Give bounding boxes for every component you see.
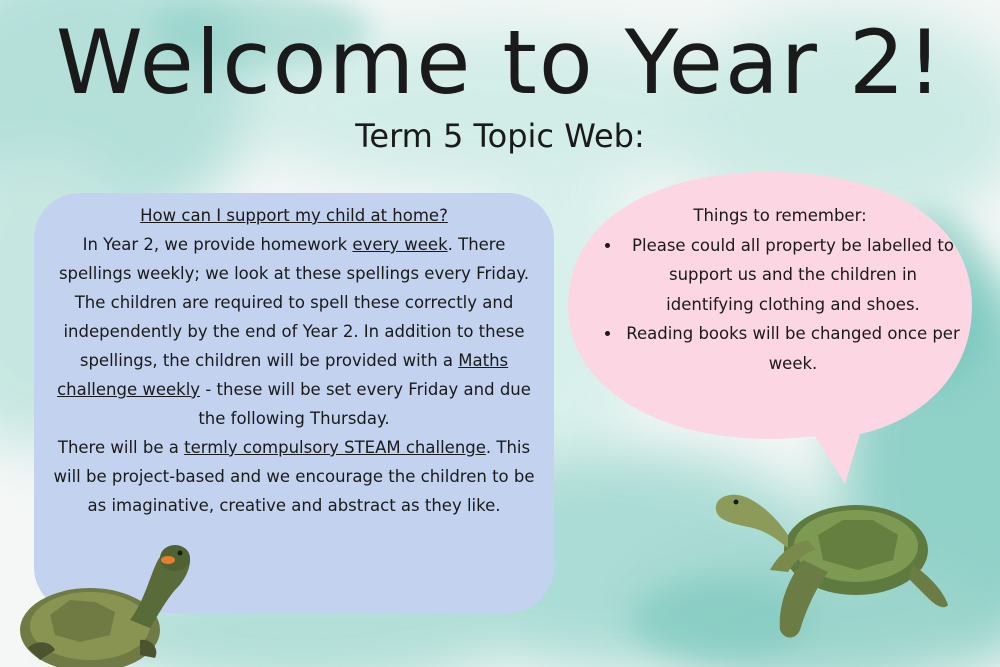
support-card-heading: How can I support my child at home? [140,206,448,225]
page-subtitle: Term 5 Topic Web: [355,117,645,155]
support-text-2: . There spellings weekly; we look at these spellings every Friday. The children are required to spell these correctly and independently by the end of Year 2. In addition to these spellings, the children will be provided with a [58,235,530,370]
page-title: Welcome to Year 2! [55,11,945,114]
support-text-steam-challenge: termly compulsory STEAM challenge [184,438,486,457]
reminders-heading: Things to remember: [693,206,867,225]
support-text-3: - these will be set every Friday and due the following Thursday. [198,380,531,428]
reminders-text [600,201,960,378]
support-text-every-week: every week [352,235,448,254]
reminder-item: • Please could all property be labelled to support us and the children in identifying clothing and shoes. [622,231,960,320]
sea-turtle-illustration-right [708,480,958,645]
support-text-1: In Year 2, we provide homework [82,235,353,254]
reminder-item: • Reading books will be changed once per week. [622,319,960,378]
support-text-maths-challenge: Maths challenge weekly [57,351,509,399]
reminders-list [600,231,960,379]
support-text-4: There will be a [57,438,185,457]
support-card-text [44,201,544,520]
turtle-illustration-left [10,520,210,667]
support-text-5: . This will be project-based and we encourage the children to be as imaginative, creative and abstract as they like. [53,438,535,515]
